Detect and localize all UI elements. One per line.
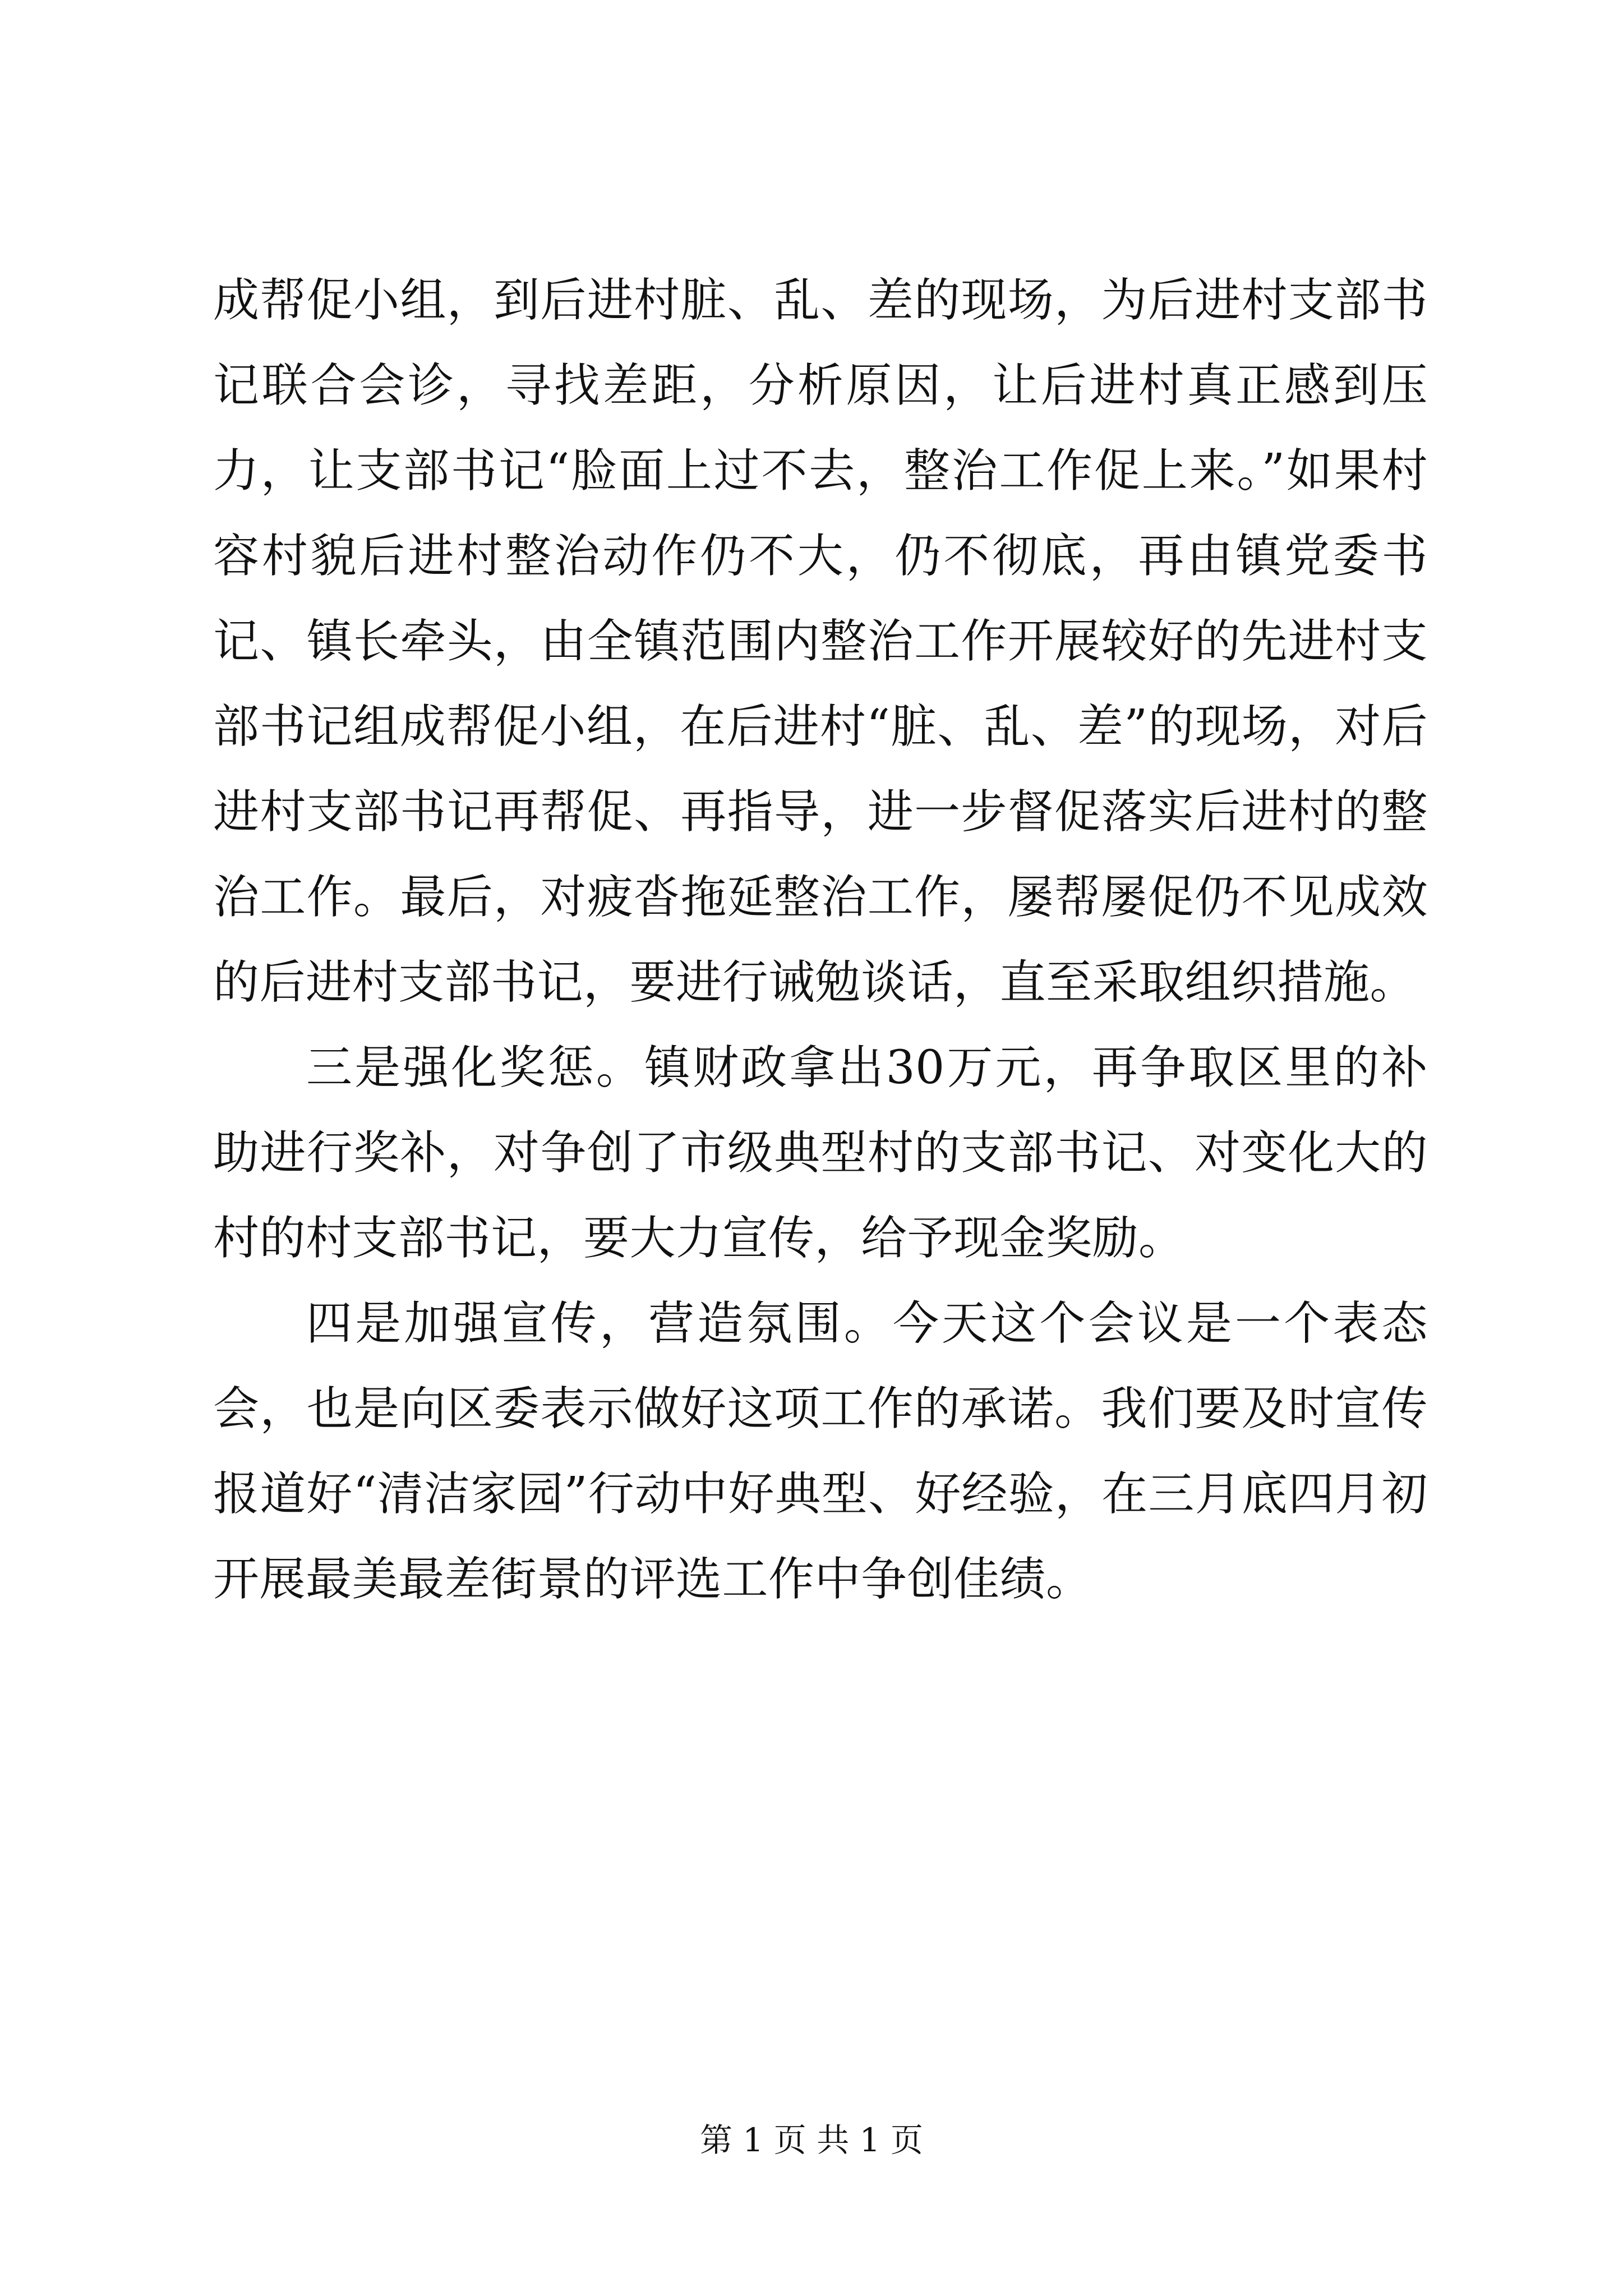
paragraph-3: 四是加强宣传，营造氛围。今天这个会议是一个表态会，也是向区委表示做好这项工作的承诺。我们要及时宣传报道好“清洁家园”行动中好典型、好经验，在三月底四月初开展最美最差街景的评选工作中争创佳绩。 [213, 1297, 1428, 1606]
page-footer: 第 1 页 共 1 页 [700, 2121, 923, 2159]
paragraph-2: 三是强化奖惩。镇财政拿出30万元，再争取区里的补助进行奖补，对争创了市级典型村的支部书记、对变化大的村的村支部书记，要大力宣传，给予现金奖励。 [213, 1041, 1428, 1265]
document-body [213, 258, 1428, 1622]
paragraph-1: 成帮促小组，到后进村脏、乱、差的现场，为后进村支部书记联合会诊，寻找差距，分析原因，让后进村真正感到压力，让支部书记“脸面上过不去，整治工作促上来。”如果村容村貌后进村整治动作仍不大，仍不彻底，再由镇党委书记、镇长牵头，由全镇范围内整治工作开展较好的先进村支部书记组成帮促小组，在后进村“脏、乱、差”的现场，对后进村支部书记再帮促、再指导，进一步督促落实后进村的整治工作。最后，对疲沓拖延整治工作，屡帮屡促仍不见成效的后进村支部书记，要进行诫勉谈话，直至采取组织措施。 [213, 274, 1428, 1009]
